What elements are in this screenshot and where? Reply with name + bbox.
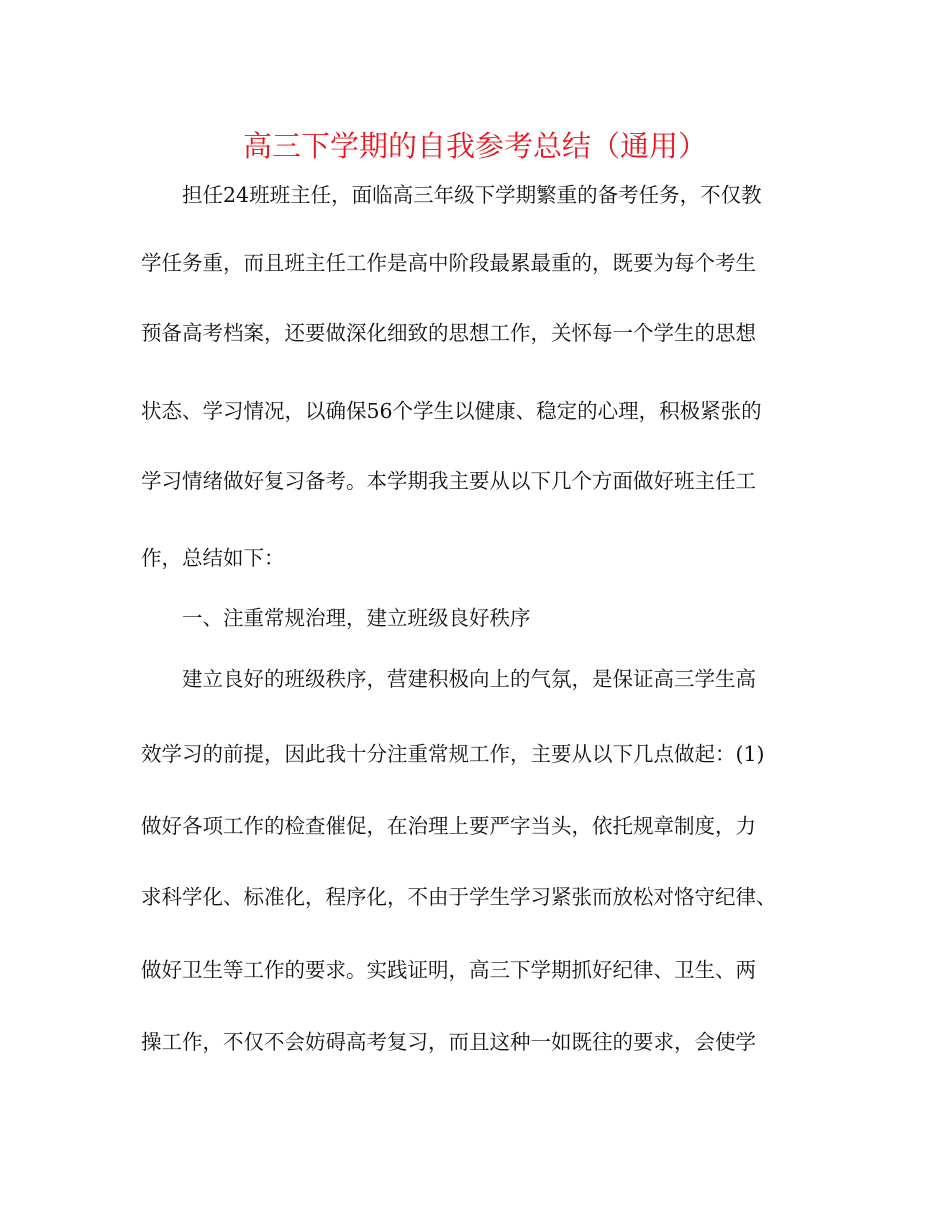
body-line: 作，总结如下： [141,546,285,570]
body-line: 担任24班班主任，面临高三年级下学期繁重的备考任务，不仅教 [141,183,762,207]
body-line: 状态、学习情况，以确保56个学生以健康、稳定的心理，积极紧张的 [141,399,762,423]
section-heading: 一、注重常规治理，建立班级良好秩序 [141,606,531,630]
body-line: 建立良好的班级秩序，营建积极向上的气氛，是保证高三学生高 [141,667,756,691]
body-line: 效学习的前提，因此我十分注重常规工作，主要从以下几点做起：(1) [141,742,765,766]
body-line: 做好各项工作的检查催促，在治理上要严字当头，依托规章制度，力 [141,814,756,838]
body-line: 做好卫生等工作的要求。实践证明，高三下学期抓好纪律、卫生、两 [141,958,756,982]
document-title: 高三下学期的自我参考总结（通用） [242,129,707,163]
body-line: 学习情绪做好复习备考。本学期我主要从以下几个方面做好班主任工 [141,469,756,493]
body-line: 操工作，不仅不会妨碍高考复习，而且这种一如既往的要求，会使学 [141,1030,756,1054]
body-line: 学任务重，而且班主任工作是高中阶段最累最重的，既要为每个考生 [141,251,756,275]
body-line: 求科学化、标准化，程序化，不由于学生学习紧张而放松对恪守纪律、 [141,885,777,909]
body-line: 预备高考档案，还要做深化细致的思想工作，关怀每一个学生的思想 [141,321,756,345]
